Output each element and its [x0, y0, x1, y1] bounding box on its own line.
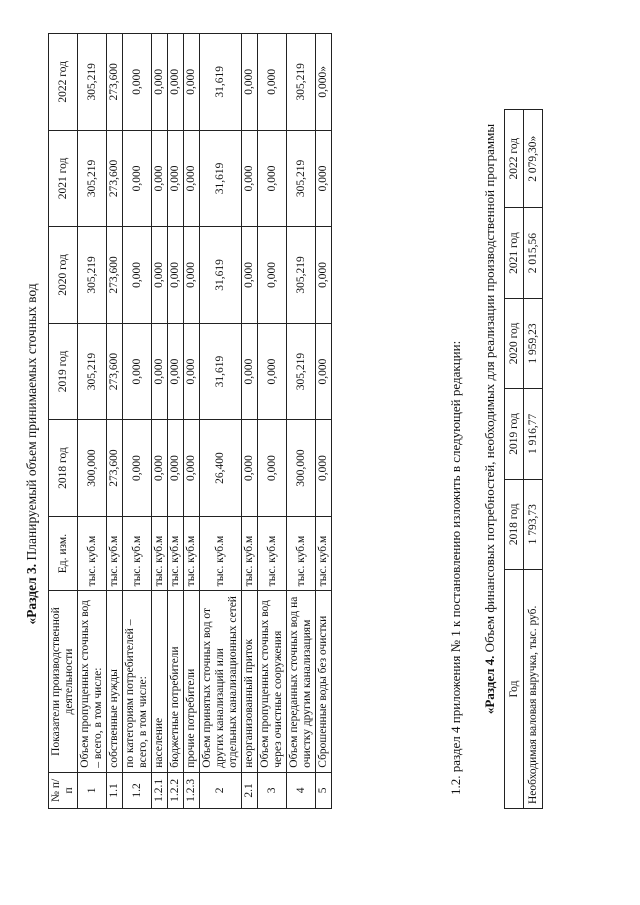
row-value: 0,000 — [152, 323, 168, 420]
row-unit: тыс. куб.м — [78, 516, 107, 591]
year-cell: 2018 год — [505, 479, 524, 569]
row-value: 305,219 — [78, 130, 107, 227]
section4-title — [482, 19, 498, 819]
row-value: 0,000 — [152, 227, 168, 324]
header-num: № п/п — [49, 772, 78, 808]
row-value: 31,619 — [200, 34, 242, 131]
table-row — [123, 34, 152, 809]
row-value: 0,000 — [123, 130, 152, 227]
row-value: 31,619 — [200, 323, 242, 420]
row-unit: тыс. куб.м — [184, 516, 200, 591]
row-value: 0,000 — [184, 34, 200, 131]
row-num: 1.2.1 — [152, 772, 168, 808]
row-name: Объем принятых сточных вод от других канализаций или отдельных канализационных сетей — [200, 591, 242, 772]
row-value: 31,619 — [200, 227, 242, 324]
row-value: 305,219 — [287, 227, 316, 324]
revenue-value: 2 015,56 — [524, 208, 543, 298]
revenue-value: 1 916,77 — [524, 389, 543, 479]
row-name: собственные нужды — [107, 591, 123, 772]
row-value: 273,600 — [107, 130, 123, 227]
row-unit: тыс. куб.м — [200, 516, 242, 591]
row-value: 300,000 — [287, 420, 316, 517]
row-value: 0,000 — [152, 130, 168, 227]
row-value: 0,000 — [184, 227, 200, 324]
row-name: население — [152, 591, 168, 772]
row-value: 0,000 — [168, 420, 184, 517]
year-cell: 2022 год — [505, 110, 524, 208]
table-row — [78, 34, 107, 809]
row-value: 305,219 — [287, 323, 316, 420]
row-value: 0,000» — [316, 34, 332, 131]
row-value: 0,000 — [258, 227, 287, 324]
row-value: 273,600 — [107, 34, 123, 131]
row-value: 305,219 — [287, 34, 316, 131]
section3-title — [24, 69, 40, 839]
table-row — [287, 34, 316, 809]
table-row — [107, 34, 123, 809]
row-name: по категориям потребителей – всего, в том числе: — [123, 591, 152, 772]
row-value: 31,619 — [200, 130, 242, 227]
section3-title-bold: «Раздел 3. — [24, 563, 39, 625]
row-num: 4 — [287, 772, 316, 808]
row-value: 0,000 — [242, 34, 258, 131]
section3-title-text: Планируемый объем принимаемых сточных вод — [24, 283, 39, 564]
section4-year-row — [505, 110, 524, 809]
row-unit: тыс. куб.м — [316, 516, 332, 591]
row-name: Сброшенные воды без очистки — [316, 591, 332, 772]
row-name: Объем пропущенных сточных вод через очистные сооружения — [258, 591, 287, 772]
row-value: 305,219 — [78, 323, 107, 420]
row-unit: тыс. куб.м — [287, 516, 316, 591]
table-row — [168, 34, 184, 809]
row-value: 305,219 — [78, 227, 107, 324]
row-value: 0,000 — [258, 130, 287, 227]
row-num: 1.2.3 — [184, 772, 200, 808]
row-value: 300,000 — [78, 420, 107, 517]
section3-table — [48, 33, 332, 809]
row-value: 0,000 — [316, 323, 332, 420]
row-value: 0,000 — [184, 323, 200, 420]
row-value: 0,000 — [168, 227, 184, 324]
row-value: 0,000 — [242, 130, 258, 227]
revenue-value: 2 079,30» — [524, 110, 543, 208]
year-cell: 2021 год — [505, 208, 524, 298]
row-value: 0,000 — [242, 323, 258, 420]
header-year: 2018 год — [49, 420, 78, 517]
table-row — [200, 34, 242, 809]
row-unit: тыс. куб.м — [123, 516, 152, 591]
row-value: 0,000 — [184, 420, 200, 517]
row-num: 2 — [200, 772, 242, 808]
row-value: 0,000 — [258, 34, 287, 131]
row-value: 0,000 — [123, 420, 152, 517]
year-cell: 2020 год — [505, 298, 524, 388]
row-value: 0,000 — [123, 34, 152, 131]
table-row — [184, 34, 200, 809]
header-year: 2022 год — [49, 34, 78, 131]
row-value: 305,219 — [78, 34, 107, 131]
row-value: 0,000 — [184, 130, 200, 227]
row-unit: тыс. куб.м — [258, 516, 287, 591]
row-unit: тыс. куб.м — [152, 516, 168, 591]
header-name: Показатели производственной деятельности — [49, 591, 78, 772]
row-value: 273,600 — [107, 420, 123, 517]
row-value: 0,000 — [316, 130, 332, 227]
row-num: 1.2 — [123, 772, 152, 808]
row-num: 3 — [258, 772, 287, 808]
row-name: неорганизованный приток — [242, 591, 258, 772]
header-year: 2021 год — [49, 130, 78, 227]
row-value: 0,000 — [316, 420, 332, 517]
row-value: 0,000 — [152, 420, 168, 517]
table-row — [258, 34, 287, 809]
row-value: 0,000 — [152, 34, 168, 131]
header-unit: Ед. изм. — [49, 516, 78, 591]
row-num: 1.1 — [107, 772, 123, 808]
year-label: Год — [505, 570, 524, 809]
row-num: 1 — [78, 772, 107, 808]
row-value: 0,000 — [168, 130, 184, 227]
year-cell: 2019 год — [505, 389, 524, 479]
revenue-value: 1 959,23 — [524, 298, 543, 388]
row-num: 2.1 — [242, 772, 258, 808]
row-num: 5 — [316, 772, 332, 808]
revenue-value: 1 793,73 — [524, 479, 543, 569]
row-name: прочие потребители — [184, 591, 200, 772]
row-unit: тыс. куб.м — [168, 516, 184, 591]
row-value: 0,000 — [242, 227, 258, 324]
section3-header-row — [49, 34, 78, 809]
table-row — [152, 34, 168, 809]
row-value: 0,000 — [258, 420, 287, 517]
section4-title-text: Объем финансовых потребностей, необходимых для реализации производственной программы — [482, 123, 497, 656]
section3-table-body — [78, 34, 332, 809]
row-num: 1.2.2 — [168, 772, 184, 808]
row-unit: тыс. куб.м — [242, 516, 258, 591]
table-row — [242, 34, 258, 809]
header-year: 2020 год — [49, 227, 78, 324]
row-value: 26,400 — [200, 420, 242, 517]
table-row — [316, 34, 332, 809]
paragraph-1-2: 1.2. раздел 4 приложения № 1 к постановлению изложить в следующей редакции: — [448, 340, 463, 795]
section4-table — [504, 109, 543, 809]
row-value: 0,000 — [316, 227, 332, 324]
row-value: 0,000 — [168, 34, 184, 131]
row-value: 0,000 — [123, 323, 152, 420]
row-name: Объем переданных сточных вод на очистку другим канализациям — [287, 591, 316, 772]
section4-title-bold: «Раздел 4. — [482, 655, 497, 715]
row-value: 273,600 — [107, 323, 123, 420]
row-value: 0,000 — [168, 323, 184, 420]
row-unit: тыс. куб.м — [107, 516, 123, 591]
row-name: бюджетные потребители — [168, 591, 184, 772]
row-value: 0,000 — [242, 420, 258, 517]
row-value: 305,219 — [287, 130, 316, 227]
revenue-label: Необходимая валовая выручка, тыс. руб. — [524, 570, 543, 809]
row-value: 0,000 — [123, 227, 152, 324]
row-name: Объем пропущенных сточных вод – всего, в том числе: — [78, 591, 107, 772]
row-value: 0,000 — [258, 323, 287, 420]
section4-value-row — [524, 110, 543, 809]
header-year: 2019 год — [49, 323, 78, 420]
row-value: 273,600 — [107, 227, 123, 324]
